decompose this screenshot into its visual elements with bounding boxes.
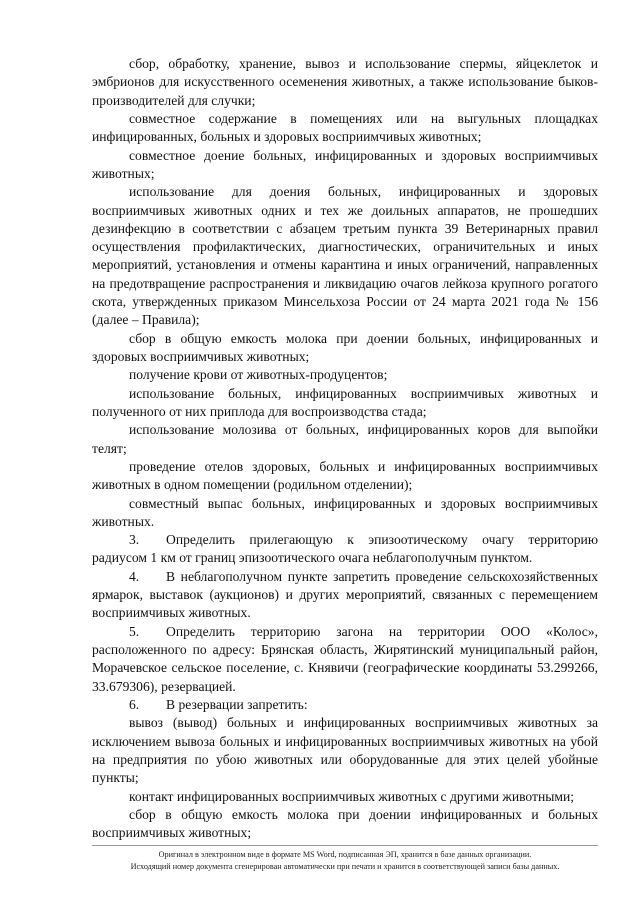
list-item: вывоз (вывод) больных и инфицированных восприимчивых животных за исключением вывоза больных и инфицированных восприимчивых животных на убой на предприятия по убою животных или оборудованные для этих целей убойные пункты; (92, 715, 598, 786)
footer-line: Исходящий номер документа сгенерирован автоматически при печати и хранится в соответствующей записи базы данных. (130, 861, 560, 871)
list-item: совместное доение больных, инфицированных и здоровых восприимчивых животных; (92, 147, 598, 181)
numbered-paragraph-5 (92, 623, 598, 696)
paragraph-number: 4. (129, 568, 140, 584)
list-item: сбор, обработку, хранение, вывоз и использование спермы, яйцеклеток и эмбрионов для искусственного осеменения животных, а также использование быков-производителей для случки; (92, 56, 598, 108)
paragraph-number: 3. (129, 532, 140, 548)
paragraph-text: Определить прилегающую к эпизоотическому очагу территорию радиусом 1 км от границ эпизоотического очага неблагополучным пунктом. (92, 532, 598, 566)
numbered-paragraph-6 (92, 696, 598, 714)
document-body (92, 55, 598, 842)
list-item: использование для доения больных, инфицированных и здоровых восприимчивых животных одних и тех же доильных аппаратов, не прошедших дезинфекцию в соответствии с абзацем третьим пункта 39 Ветеринарных правил осуществления профилактических, диагностических, ограничительных и иных мероприятий, установления и отмены карантина и иных ограничений, направленных на предотвращение распространения и ликвидацию очагов лейкоза крупного рогатого скота, утвержденных приказом Минсельхоза России от 24 марта 2021 года № 156 (далее – Правила); (92, 184, 598, 328)
list-item: сбор в общую емкость молока при доении больных, инфицированных и здоровых восприимчивых животных; (92, 330, 598, 364)
footer-line: Оригинал в электронном виде в формате MS Word, подписанная ЭП, хранится в базе данных организации. (158, 850, 532, 859)
paragraph-text: В резервации запретить: (166, 696, 308, 712)
document-footer (92, 849, 598, 872)
numbered-paragraph-4 (92, 568, 598, 623)
list-item: совместное содержание в помещениях или на выгульных площадках инфицированных, больных и здоровых восприимчивых животных; (92, 110, 598, 145)
list-item: совместный выпас больных, инфицированных и здоровых восприимчивых животных. (92, 495, 598, 529)
list-item: сбор в общую емкость молока при доении инфицированных и больных восприимчивых животных; (92, 806, 598, 841)
numbered-paragraph-3 (92, 531, 598, 568)
paragraph-number: 5. (129, 623, 140, 639)
footer-divider (92, 845, 598, 846)
list-item: использование больных, инфицированных восприимчивых животных и полученного от них приплода для воспроизводства стада; (92, 385, 598, 419)
list-item: проведение отелов здоровых, больных и инфицированных восприимчивых животных в одном помещении (родильном отделении); (92, 458, 598, 493)
paragraph-text: В неблагополучном пункте запретить проведение сельскохозяйственных ярмарок, выставок (аукционов) и других мероприятий, связанных с перемещением восприимчивых животных. (92, 568, 598, 621)
list-item: контакт инфицированных восприимчивых животных с другими животными; (129, 788, 575, 804)
paragraph-text: Определить территорию загона на территории ООО «Колос», расположенного по адресу: Брянская область, Жирятинский муниципальный район, Морачевское сельское поселение, с. Княвичи (географические координаты 53.299266, 33.679306), резервацией. (92, 623, 598, 694)
list-item: использование молозива от больных, инфицированных коров для выпойки телят; (92, 422, 598, 456)
list-item: получение крови от животных-продуцентов; (129, 367, 388, 383)
paragraph-number: 6. (129, 696, 140, 712)
